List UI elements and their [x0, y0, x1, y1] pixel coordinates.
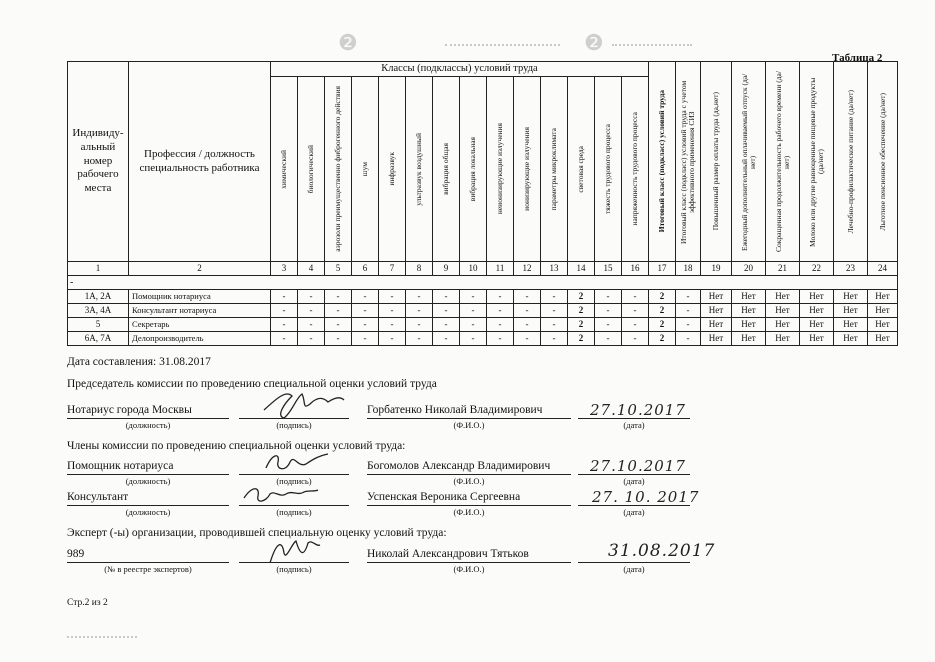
factor-class-cell: - [271, 290, 298, 304]
guarantee-cell: Нет [868, 304, 898, 318]
member-name: Богомолов Александр Владимирович [367, 460, 551, 472]
table-title: Таблица 2 [832, 52, 883, 64]
caption-position: (должность) [125, 476, 171, 486]
factor-class-cell: - [298, 318, 325, 332]
chair-position: Нотариус города Москвы [67, 404, 192, 416]
factor-class-cell: - [595, 304, 622, 318]
guarantee-cell: Нет [800, 304, 834, 318]
table-row [68, 332, 898, 346]
member-date: 27.10.2017 [590, 457, 686, 475]
final-class-cell: 2 [649, 290, 676, 304]
column-numbers-row: 1 2 3 4 5 6 7 8 9 10 11 12 13 14 15 16 17 18 19 20 21 22 23 24 [68, 262, 898, 276]
caption-position: (должность) [125, 420, 171, 430]
factor-class-cell: - [406, 332, 433, 346]
header-workplace: Индивиду-альный номер рабочего места [68, 62, 129, 262]
header-extra-vacation: Ежегодный дополнительный оплачиваемый отпуск (да/нет) [732, 62, 766, 262]
header-classes-group: Классы (подклассы) условий труда [271, 62, 649, 77]
factor-class-cell: - [379, 318, 406, 332]
factor-class-cell: - [514, 318, 541, 332]
factor-class-cell: - [487, 290, 514, 304]
scan-artifact [612, 44, 692, 46]
factor-class-cell: - [406, 290, 433, 304]
factor-class-cell: - [271, 304, 298, 318]
member-signature [262, 448, 332, 478]
table-row [68, 304, 898, 318]
factor-class-cell: - [595, 332, 622, 346]
factor-class-cell: - [298, 304, 325, 318]
guarantee-cell: Нет [868, 332, 898, 346]
workplace-id-cell: 3А, 4А [68, 304, 129, 318]
factor-header: биологический [298, 77, 325, 262]
factor-class-cell: - [514, 290, 541, 304]
factor-class-cell: - [487, 304, 514, 318]
member-date: 27. 10. 2017 [592, 488, 700, 506]
factor-class-cell: - [514, 304, 541, 318]
factor-header: неионизирующие излучения [487, 77, 514, 262]
factor-class-cell: - [325, 332, 352, 346]
expert-signature [266, 535, 322, 567]
sout-results-table [67, 61, 898, 346]
header-profession: Профессия / должность специальность работника [129, 62, 271, 262]
factor-class-cell: - [433, 304, 460, 318]
profession-cell: Секретарь [129, 318, 271, 332]
factor-class-cell: - [352, 304, 379, 318]
factor-class-cell: - [271, 318, 298, 332]
header-extra-pay: Повышенный размер оплаты труда (да,нет) [701, 62, 732, 262]
caption-signature: (подпись) [276, 507, 312, 517]
factor-header: тяжесть трудового процесса [595, 77, 622, 262]
table-row [68, 318, 898, 332]
header-reduced-hours: Сокращенная продолжительность рабочего времени (да/нет) [766, 62, 800, 262]
factor-class-cell: - [406, 304, 433, 318]
header-therapeutic-food: Лечебно-профилактическое питание (да/нет) [834, 62, 868, 262]
workplace-id-cell: 1А, 2А [68, 290, 129, 304]
factor-class-cell: - [622, 332, 649, 346]
members-heading: Члены комиссии по проведению специальной оценки условий труда: [67, 440, 406, 452]
caption-signature: (подпись) [276, 564, 312, 574]
guarantee-cell: Нет [868, 318, 898, 332]
guarantee-cell: Нет [732, 290, 766, 304]
workplace-id-cell: 5 [68, 318, 129, 332]
factor-class-cell: 2 [568, 332, 595, 346]
guarantee-cell: Нет [701, 332, 732, 346]
scan-artifact [445, 44, 560, 46]
caption-signature: (подпись) [276, 420, 312, 430]
profession-cell: Делопроизводитель [129, 332, 271, 346]
factor-header: напряженность трудового процесса [622, 77, 649, 262]
expert-registry-number: 989 [67, 548, 85, 560]
chair-date: 27.10.2017 [590, 401, 686, 419]
factor-class-cell: - [541, 318, 568, 332]
caption-date: (дата) [623, 420, 645, 430]
guarantee-cell: Нет [834, 304, 868, 318]
caption-position: (должность) [125, 507, 171, 517]
scan-hole-mark: ❷ [584, 30, 604, 55]
header-final-class-siz: Итоговый класс (подкласс) условий труда с учетом эффективного применения СИЗ [676, 62, 701, 262]
guarantee-cell: Нет [701, 304, 732, 318]
factor-class-cell: - [541, 332, 568, 346]
guarantee-cell: Нет [766, 318, 800, 332]
profession-cell: Консультант нотариуса [129, 304, 271, 318]
factor-class-cell: - [325, 318, 352, 332]
guarantee-cell: Нет [732, 318, 766, 332]
factor-class-cell: - [433, 318, 460, 332]
factor-class-cell: 2 [568, 290, 595, 304]
guarantee-cell: Нет [800, 318, 834, 332]
caption-date: (дата) [623, 507, 645, 517]
factor-header: ультразвук воздушный [406, 77, 433, 262]
factor-class-cell: - [460, 304, 487, 318]
factor-class-cell: - [406, 318, 433, 332]
factor-class-cell: - [325, 290, 352, 304]
caption-registry: (№ в реестре экспертов) [104, 564, 192, 574]
factor-class-cell: - [622, 318, 649, 332]
factor-class-cell: - [271, 332, 298, 346]
factor-class-cell: - [595, 290, 622, 304]
caption-signature: (подпись) [276, 476, 312, 486]
caption-fio: (Ф.И.О.) [453, 564, 485, 574]
guarantee-cell: Нет [834, 318, 868, 332]
factor-class-cell: - [298, 290, 325, 304]
factor-header: аэрозоли преимущественно фиброгенного действия [325, 77, 352, 262]
factor-class-cell: - [595, 318, 622, 332]
caption-fio: (Ф.И.О.) [453, 507, 485, 517]
factor-header: вибрация локальная [460, 77, 487, 262]
final-class-siz-cell: - [676, 332, 701, 346]
factor-header: химический [271, 77, 298, 262]
caption-date: (дата) [623, 476, 645, 486]
factor-class-cell: - [460, 290, 487, 304]
workplace-id-cell: 6А, 7А [68, 332, 129, 346]
guarantee-cell: Нет [732, 304, 766, 318]
section-row: - [68, 276, 898, 290]
member-name: Успенская Вероника Сергеевна [367, 491, 521, 503]
caption-fio: (Ф.И.О.) [453, 420, 485, 430]
guarantee-cell: Нет [868, 290, 898, 304]
factor-class-cell: - [541, 304, 568, 318]
final-class-cell: 2 [649, 332, 676, 346]
factor-class-cell: - [433, 332, 460, 346]
factor-class-cell: - [325, 304, 352, 318]
header-pension: Льготное пенсионное обеспечение (да/нет) [868, 62, 898, 262]
guarantee-cell: Нет [834, 290, 868, 304]
guarantee-cell: Нет [766, 332, 800, 346]
guarantee-cell: Нет [732, 332, 766, 346]
table-row [68, 290, 898, 304]
final-class-siz-cell: - [676, 318, 701, 332]
factor-class-cell: - [352, 318, 379, 332]
factor-header: шум [352, 77, 379, 262]
factor-class-cell: 2 [568, 318, 595, 332]
factor-class-cell: - [622, 304, 649, 318]
factor-class-cell: - [487, 332, 514, 346]
page-number: Стр.2 из 2 [67, 598, 108, 608]
factor-header: вибрация общая [433, 77, 460, 262]
member-position: Помощник нотариуса [67, 460, 174, 472]
scan-artifact [67, 636, 137, 638]
header-milk: Молоко или другие равноценные пищевые продукты (да/нет) [800, 62, 834, 262]
factor-class-cell: 2 [568, 304, 595, 318]
factor-header: ионизирующие излучения [514, 77, 541, 262]
factor-class-cell: - [379, 290, 406, 304]
factor-class-cell: - [460, 318, 487, 332]
chair-heading: Председатель комиссии по проведению специальной оценки условий труда [67, 378, 437, 390]
member-position: Консультант [67, 491, 129, 503]
guarantee-cell: Нет [766, 304, 800, 318]
final-class-cell: 2 [649, 304, 676, 318]
final-class-siz-cell: - [676, 290, 701, 304]
factor-class-cell: - [487, 318, 514, 332]
date-of-compilation: Дата составления: 31.08.2017 [67, 356, 211, 368]
caption-date: (дата) [623, 564, 645, 574]
expert-name: Николай Александрович Тятьков [367, 548, 529, 560]
factor-class-cell: - [379, 304, 406, 318]
final-class-cell: 2 [649, 318, 676, 332]
factor-class-cell: - [298, 332, 325, 346]
scan-hole-mark: ❷ [338, 30, 358, 55]
guarantee-cell: Нет [800, 290, 834, 304]
factor-header: параметры микроклимата [541, 77, 568, 262]
factor-class-cell: - [352, 290, 379, 304]
guarantee-cell: Нет [834, 332, 868, 346]
caption-fio: (Ф.И.О.) [453, 476, 485, 486]
factor-class-cell: - [514, 332, 541, 346]
expert-date: 31.08.2017 [608, 541, 716, 561]
expert-heading: Эксперт (-ы) организации, проводившей специальную оценку условий труда: [67, 527, 447, 539]
guarantee-cell: Нет [766, 290, 800, 304]
factor-class-cell: - [622, 290, 649, 304]
chair-name: Горбатенко Николай Владимирович [367, 404, 543, 416]
guarantee-cell: Нет [701, 290, 732, 304]
guarantee-cell: Нет [800, 332, 834, 346]
factor-header: инфразвук [379, 77, 406, 262]
profession-cell: Помощник нотариуса [129, 290, 271, 304]
factor-class-cell: - [541, 290, 568, 304]
final-class-siz-cell: - [676, 304, 701, 318]
header-final-class: Итоговый класс (подкласс) условий труда [649, 62, 676, 262]
factor-header: световая среда [568, 77, 595, 262]
chair-signature [262, 388, 346, 422]
factor-class-cell: - [433, 290, 460, 304]
factor-class-cell: - [352, 332, 379, 346]
guarantee-cell: Нет [701, 318, 732, 332]
factor-class-cell: - [379, 332, 406, 346]
factor-class-cell: - [460, 332, 487, 346]
member-signature [240, 480, 320, 510]
